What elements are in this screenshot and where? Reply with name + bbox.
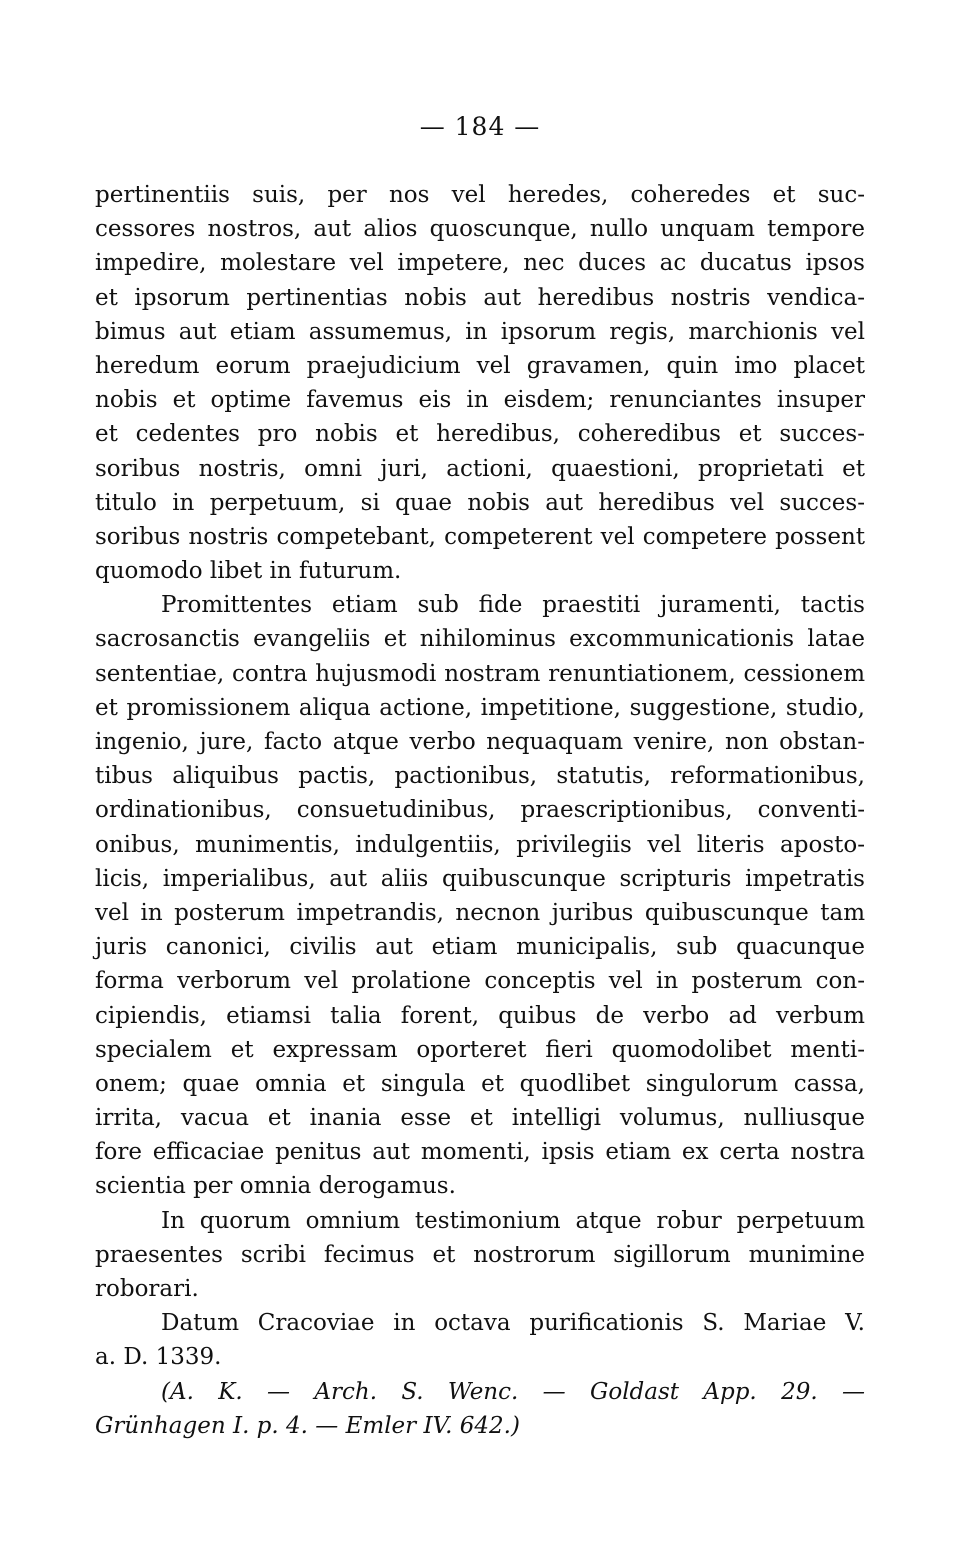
citation-line: Grünhagen I. p. 4. — Emler IV. 642.) — [95, 1412, 520, 1439]
text-line: et ipsorum pertinentias nobis aut heredibus nostris vendica- — [95, 284, 865, 311]
text-line: sententiae, contra hujusmodi nostram renuntiationem, cessionem — [95, 660, 865, 687]
text-line: onem; quae omnia et singula et quodlibet singulorum cassa, — [95, 1070, 865, 1097]
text-line: soribus nostris, omni juri, actioni, quaestioni, proprietati et — [95, 455, 865, 482]
text-line: scientia per omnia derogamus. — [95, 1173, 456, 1200]
citation-line: (A. K. — Arch. S. Wenc. — Goldast App. 29. — — [161, 1378, 865, 1405]
text-line: roborari. — [95, 1276, 199, 1302]
text-line: bimus aut etiam assumemus, in ipsorum regis, marchionis vel — [95, 318, 865, 345]
paragraph-4 — [95, 1306, 865, 1374]
text-line: specialem et expressam oporteret fieri quomodolibet menti- — [95, 1036, 865, 1063]
text-line: impedire, molestare vel impetere, nec duces ac ducatus ipsos — [95, 250, 865, 277]
text-line: Promittentes etiam sub fide praestiti juramenti, tactis — [161, 592, 865, 619]
text-line: cipiendis, etiamsi talia forent, quibus de verbo ad verbum — [95, 1002, 865, 1029]
text-line: praesentes scribi fecimus et nostrorum sigillorum munimine — [95, 1241, 865, 1268]
text-line: juris canonici, civilis aut etiam municipalis, sub quacunque — [95, 934, 865, 961]
text-line: fore efficaciae penitus aut momenti, ipsis etiam ex certa nostra — [95, 1139, 865, 1166]
text-line: In quorum omnium testimonium atque robur perpetuum — [161, 1207, 865, 1234]
document-page — [95, 0, 865, 1554]
paragraph-2 — [95, 588, 865, 1203]
text-line: ordinationibus, consuetudinibus, praescriptionibus, conventi- — [95, 797, 865, 824]
text-line: ingenio, jure, facto atque verbo nequaquam venire, non obstan- — [95, 729, 865, 755]
text-line: et cedentes pro nobis et heredibus, coheredibus et succes- — [95, 421, 865, 448]
text-line: tibus aliquibus pactis, pactionibus, statutis, reformationibus, — [95, 763, 865, 790]
text-line: et promissionem aliqua actione, impetitione, suggestione, studio, — [95, 694, 865, 721]
text-line: quomodo libet in futurum. — [95, 558, 402, 585]
text-line: nobis et optime favemus eis in eisdem; renunciantes insuper — [95, 387, 865, 414]
text-line: forma verborum vel prolatione conceptis vel in posterum con- — [95, 968, 865, 995]
text-line: soribus nostris competebant, competerent vel competere possent — [95, 523, 865, 550]
text-line: vel in posterum impetrandis, necnon juribus quibuscunque tam — [95, 899, 865, 926]
text-line: sacrosanctis evangeliis et nihilominus excommunicationis latae — [95, 626, 865, 653]
text-line: Datum Cracoviae in octava purificationis S. Mariae V. — [161, 1310, 865, 1337]
paragraph-1 — [95, 178, 865, 588]
text-line: titulo in perpetuum, si quae nobis aut heredibus vel succes- — [95, 489, 865, 516]
page-number: — 184 — — [419, 112, 541, 141]
text-line: licis, imperialibus, aut aliis quibuscunque scripturis impetratis — [95, 865, 865, 892]
text-line: cessores nostros, aut alios quoscunque, nullo unquam tempore — [95, 216, 865, 243]
text-line: heredum eorum praejudicium vel gravamen, quin imo placet — [95, 352, 865, 379]
source-citation — [95, 1375, 865, 1443]
paragraph-3 — [95, 1204, 865, 1307]
document-body — [95, 178, 865, 1443]
text-line: a. D. 1339. — [95, 1344, 222, 1371]
text-line: onibus, munimentis, indulgentiis, privilegiis vel literis aposto- — [95, 831, 865, 858]
text-line: pertinentiis suis, per nos vel heredes, coheredes et suc- — [95, 182, 865, 208]
text-line: irrita, vacua et inania esse et intelligi volumus, nulliusque — [95, 1105, 865, 1132]
